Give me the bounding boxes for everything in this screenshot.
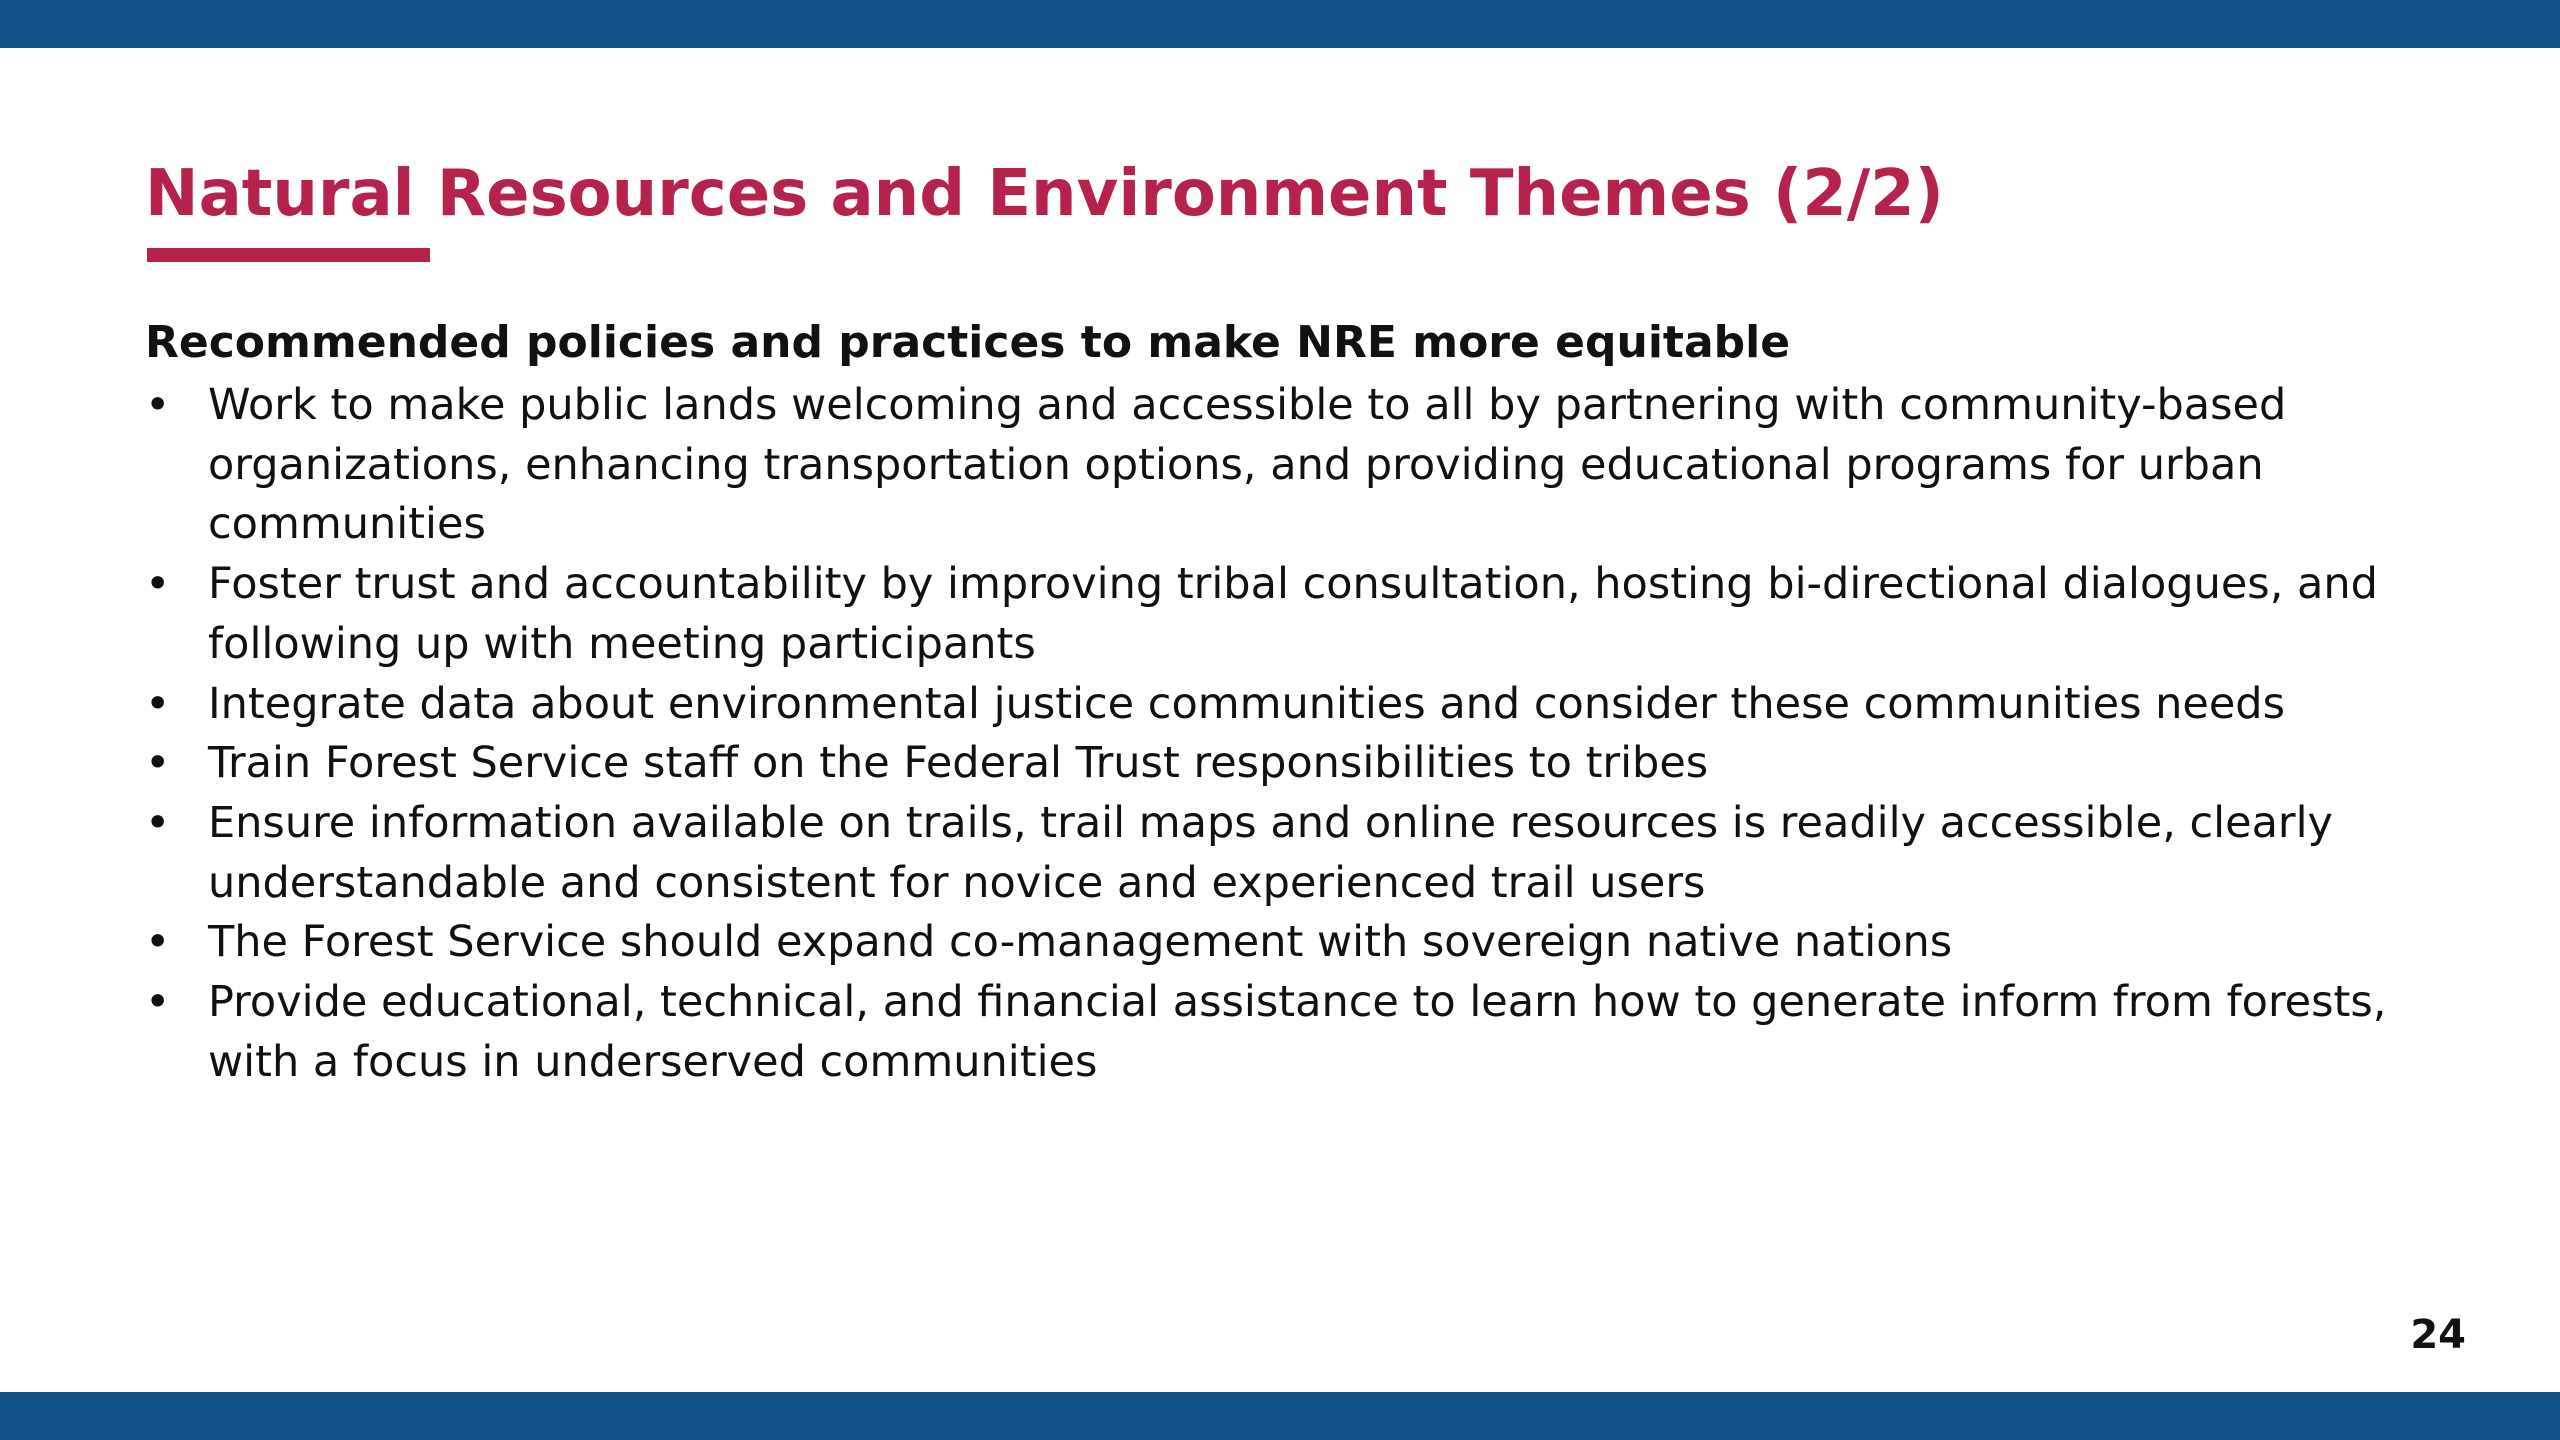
bullet-item — [145, 555, 2485, 674]
bottom-banner-bar — [0, 1392, 2560, 1440]
bullet-dot-icon: • — [145, 797, 171, 848]
top-banner-bar — [0, 0, 2560, 48]
slide-title: Natural Resources and Environment Themes (2/2) — [145, 157, 1944, 231]
bullet-dot-icon: • — [145, 678, 171, 729]
title-underline — [147, 248, 430, 262]
bullet-item — [145, 376, 2485, 555]
bullet-dot-icon: • — [145, 559, 171, 610]
page-number: 24 — [2410, 1312, 2466, 1358]
bullet-dot-icon: • — [145, 380, 171, 430]
bullet-text: Ensure information available on trails, trail maps and online resources is readily accessible, clearly understandable and consistent for novice and experienced trail users — [208, 797, 2333, 908]
section-heading: Recommended policies and practices to make NRE more equitable — [145, 317, 1791, 368]
bullet-dot-icon: • — [145, 977, 171, 1028]
bullet-item — [145, 734, 2485, 794]
bullet-text: Integrate data about environmental justice communities and consider these communities needs — [208, 678, 2285, 729]
bullet-text: Foster trust and accountability by improving tribal consultation, hosting bi-directional dialogues, and following up with meeting participants — [208, 559, 2378, 669]
bullet-item — [145, 794, 2485, 913]
bullet-item — [145, 913, 2485, 973]
bullet-text: Train Forest Service staff on the Federal Trust responsibilities to tribes — [208, 738, 1709, 789]
bullet-dot-icon: • — [145, 917, 171, 968]
bullet-dot-icon: • — [145, 738, 171, 789]
bullet-text: Work to make public lands welcoming and accessible to all by partnering with community-based organizations, enhancing transportation options, and providing educational programs for urban communities — [208, 380, 2287, 550]
bullet-list — [145, 376, 2485, 1092]
bullet-item — [145, 973, 2485, 1092]
bullet-text: Provide educational, technical, and financial assistance to learn how to generate inform from forests, with a focus in underserved communities — [208, 977, 2387, 1087]
bullet-text: The Forest Service should expand co-management with sovereign native nations — [208, 917, 1953, 968]
bullet-item — [145, 675, 2485, 735]
